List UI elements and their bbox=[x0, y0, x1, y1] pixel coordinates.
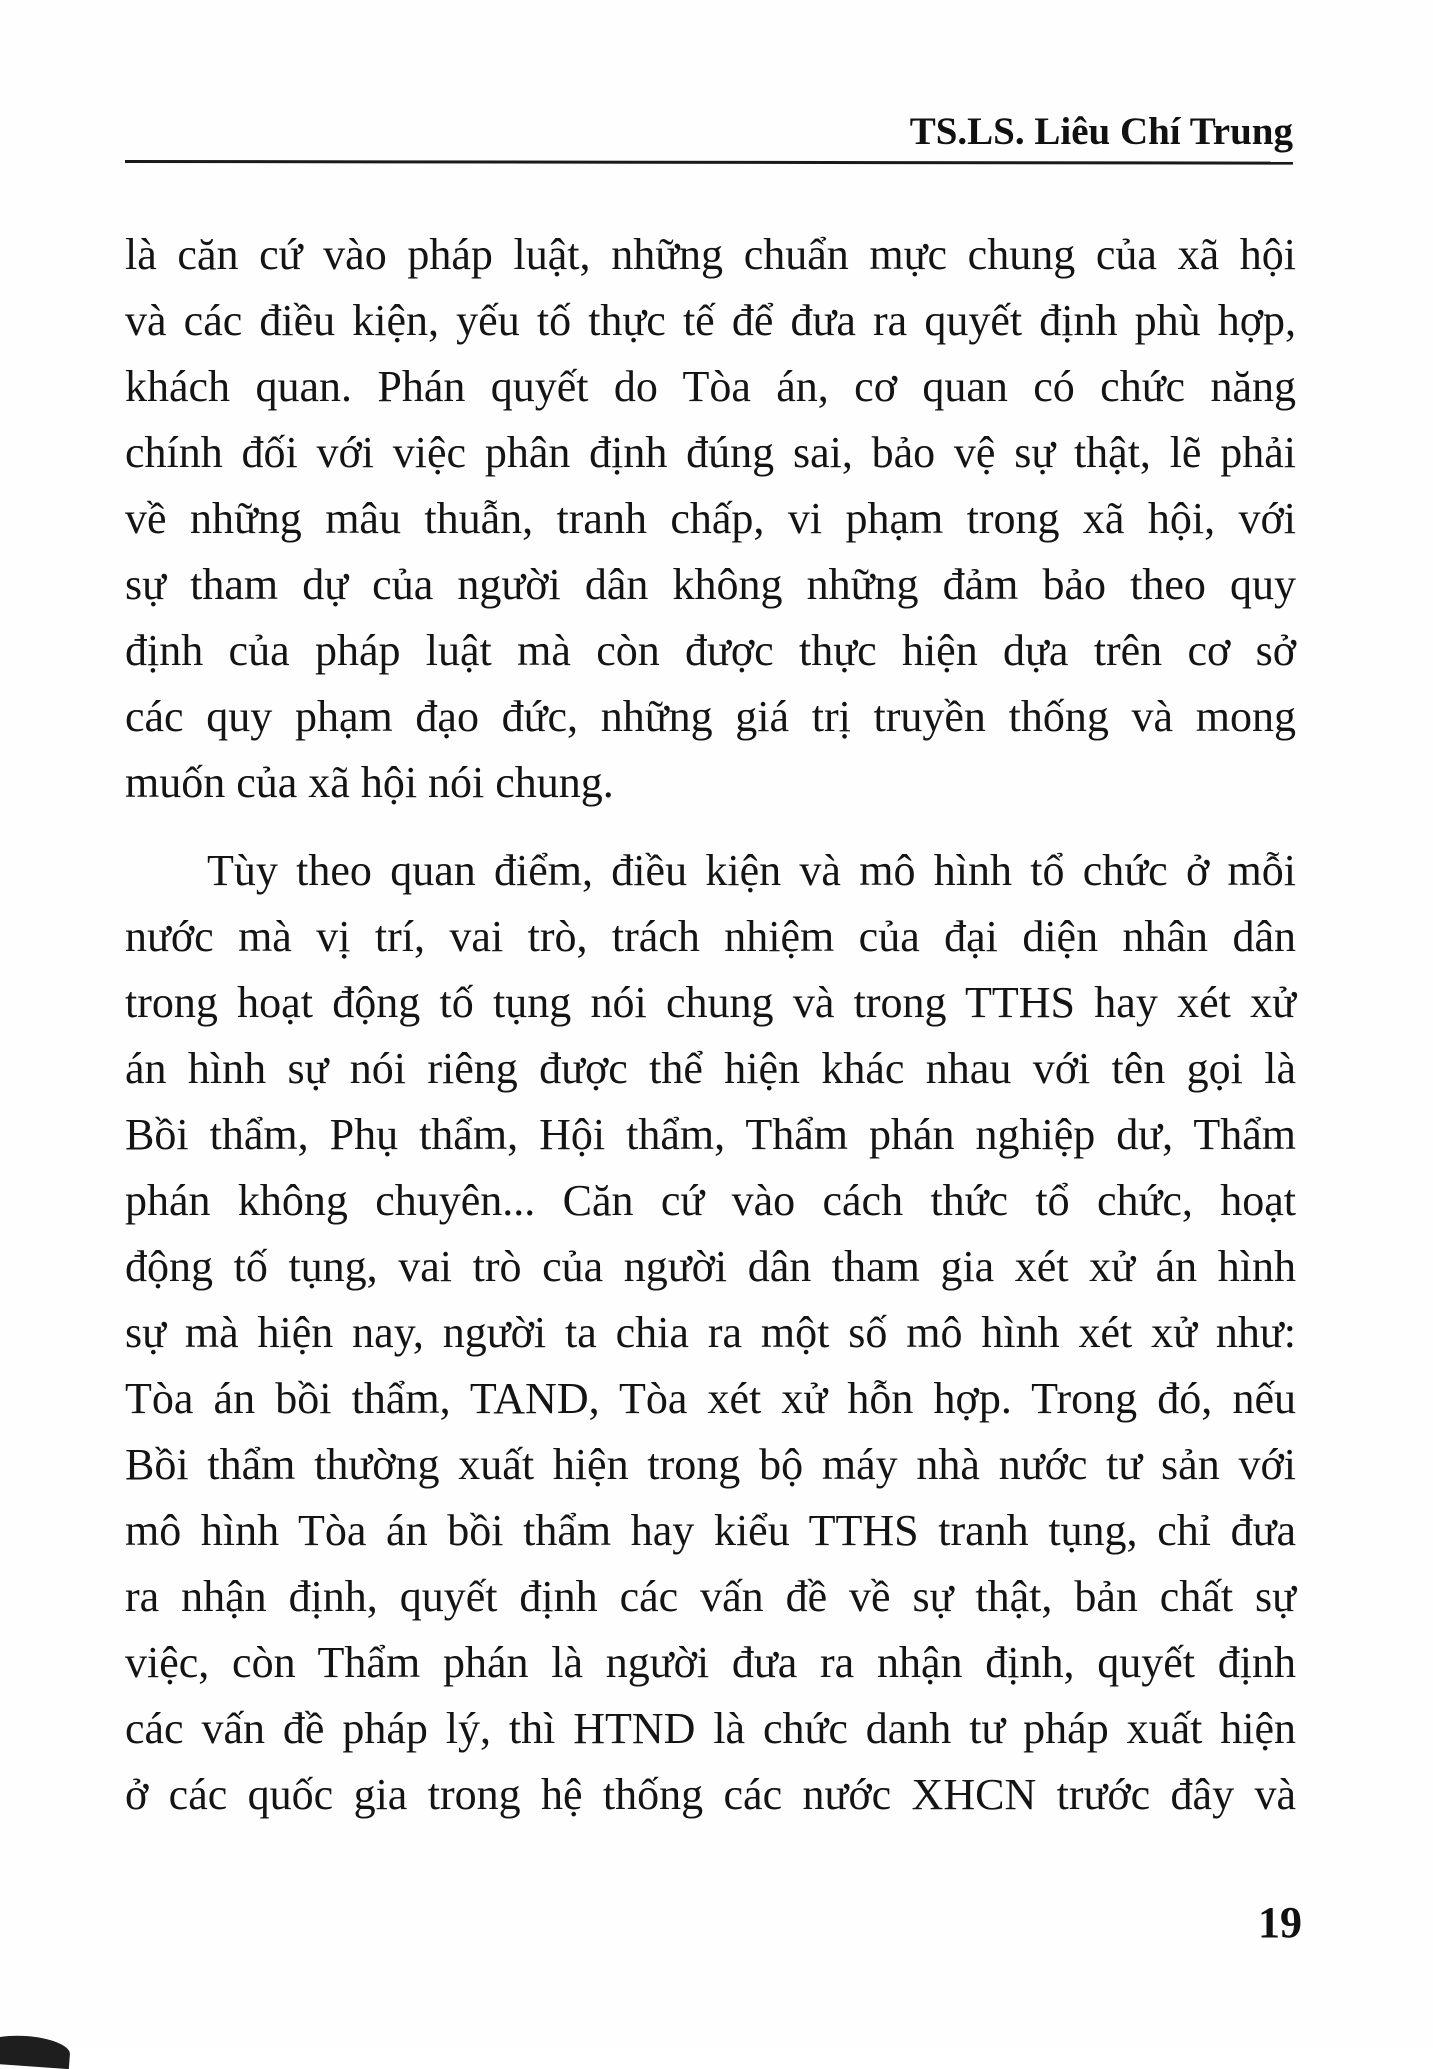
paragraph-1 bbox=[125, 222, 1296, 816]
text-line: khách quan. Phán quyết do Tòa án, cơ quan có chức năng bbox=[125, 362, 1296, 411]
paragraph-spacing bbox=[125, 816, 1296, 838]
text-line: án hình sự nói riêng được thể hiện khác nhau với tên gọi là bbox=[125, 1044, 1296, 1093]
text-line: chính đối với việc phân định đúng sai, bảo vệ sự thật, lẽ phải bbox=[125, 428, 1296, 477]
text-line: mô hình Tòa án bồi thẩm hay kiểu TTHS tranh tụng, chỉ đưa bbox=[125, 1506, 1296, 1555]
body-text bbox=[125, 222, 1296, 1828]
text-line: muốn của xã hội nói chung. bbox=[125, 758, 614, 807]
text-line: Tòa án bồi thẩm, TAND, Tòa xét xử hỗn hợp. Trong đó, nếu bbox=[125, 1374, 1296, 1423]
scan-corner-shadow bbox=[0, 2033, 71, 2069]
text-line: và các điều kiện, yếu tố thực tế để đưa ra quyết định phù hợp, bbox=[125, 296, 1296, 345]
text-line: sự tham dự của người dân không những đảm bảo theo quy bbox=[125, 560, 1296, 609]
text-line: phán không chuyên... Căn cứ vào cách thức tổ chức, hoạt bbox=[125, 1176, 1296, 1225]
text-line: Bồi thẩm, Phụ thẩm, Hội thẩm, Thẩm phán nghiệp dư, Thẩm bbox=[125, 1110, 1296, 1159]
text-line: các vấn đề pháp lý, thì HTND là chức danh tư pháp xuất hiện bbox=[125, 1704, 1296, 1753]
text-line: là căn cứ vào pháp luật, những chuẩn mực chung của xã hội bbox=[125, 230, 1296, 279]
text-line: động tố tụng, vai trò của người dân tham gia xét xử án hình bbox=[125, 1242, 1296, 1291]
text-line: nước mà vị trí, vai trò, trách nhiệm của đại diện nhân dân bbox=[125, 912, 1296, 961]
text-line: Bồi thẩm thường xuất hiện trong bộ máy nhà nước tư sản với bbox=[125, 1440, 1296, 1489]
text-line: ở các quốc gia trong hệ thống các nước XHCN trước đây và bbox=[125, 1770, 1296, 1819]
text-line: ra nhận định, quyết định các vấn đề về sự thật, bản chất sự bbox=[125, 1572, 1296, 1621]
paragraph-2 bbox=[125, 838, 1296, 1828]
header-rule-divider bbox=[125, 160, 1293, 165]
text-line: về những mâu thuẫn, tranh chấp, vi phạm trong xã hội, với bbox=[125, 494, 1296, 543]
page-number: 19 bbox=[1258, 1898, 1302, 1947]
text-line: sự mà hiện nay, người ta chia ra một số mô hình xét xử như: bbox=[125, 1308, 1296, 1357]
text-line: trong hoạt động tố tụng nói chung và trong TTHS hay xét xử bbox=[125, 978, 1296, 1027]
running-head-author: TS.LS. Liêu Chí Trung bbox=[909, 110, 1293, 153]
text-line-indented: Tùy theo quan điểm, điều kiện và mô hình tổ chức ở mỗi bbox=[207, 846, 1296, 895]
text-line: định của pháp luật mà còn được thực hiện dựa trên cơ sở bbox=[125, 626, 1296, 675]
text-line: các quy phạm đạo đức, những giá trị truyền thống và mong bbox=[125, 692, 1296, 741]
text-line: việc, còn Thẩm phán là người đưa ra nhận định, quyết định bbox=[125, 1638, 1296, 1687]
